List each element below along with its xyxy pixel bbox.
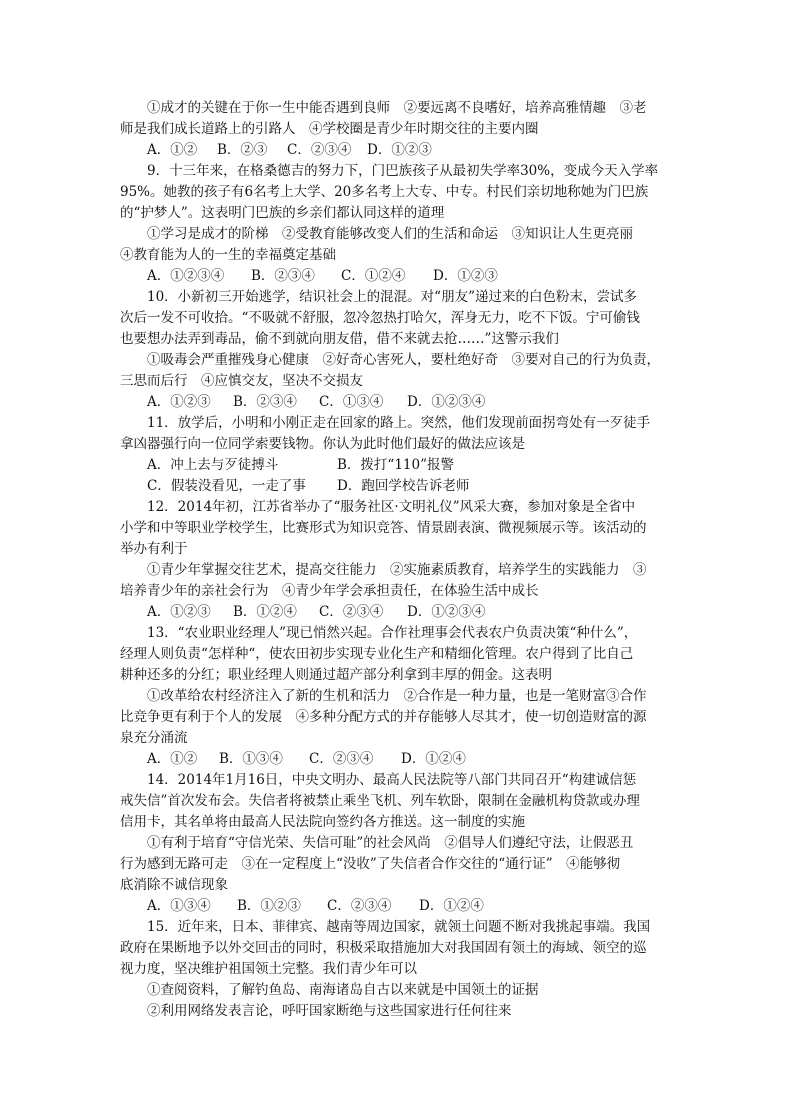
answer-option: B．②③④	[233, 394, 297, 410]
text-line: 13．“农业职业经理人”现已悄然兴起。合作社理事会代表农户负责决策“种什么”，	[147, 625, 638, 641]
text-line: 拿凶器强行向一位同学索要钱物。你认为此时他们最好的做法应该是	[120, 436, 525, 452]
text-line: ①吸毒会严重摧残身心健康 ②好奇心害死人，要杜绝好奇 ③要对自己的行为负责，	[147, 352, 660, 368]
answer-option: A．①②③	[147, 394, 211, 410]
answer-option: B．①②④	[233, 604, 297, 620]
text-line: 9．十三年来，在格桑德吉的努力下，门巴族孩子从最初失学率30%，变成今天入学率	[147, 163, 659, 179]
answer-option: C．②③④	[319, 604, 384, 620]
answer-options	[120, 476, 668, 497]
text-line: 12．2014年初，江苏省举办了“服务社区·文明礼仪”风采大赛，参加对象是全省中	[147, 499, 636, 515]
text-line: 政府在果断地予以外交回击的同时，积极采取措施加大对我国固有领土的海域、领空的巡	[120, 940, 647, 956]
text-line: 也要想办法弄到毒品，偷不到就向朋友借，借不来就去抢……”这警示我们	[120, 331, 559, 347]
text-line: ①成才的关键在于你一生中能否遇到良师 ②要远离不良嗜好，培养高雅情趣 ③老	[147, 100, 647, 116]
answer-option: A．①②③	[147, 604, 211, 620]
text-line: 底消除不诚信现象	[120, 877, 228, 893]
answer-option: C．②③④	[287, 142, 352, 158]
answer-options	[120, 602, 668, 623]
answer-option: D．①②③	[433, 268, 498, 284]
text-line: 培养青少年的亲社会行为 ④青少年学会承担责任，在体验生活中成长	[120, 583, 539, 599]
text-line: ①改革给农村经济注入了新的生机和活力 ②合作是一种力量，也是一笔财富③合作	[147, 688, 647, 704]
answer-option: B．②③④	[251, 268, 315, 284]
text-line: 15．近年来，日本、菲律宾、越南等周边国家，就领土问题不断对我挑起事端。我国	[147, 919, 651, 935]
answer-options	[120, 266, 668, 287]
text-line: 的“护梦人”。这表明门巴族的乡亲们都认同这样的道理	[120, 205, 445, 221]
text-line: 三思而后行 ④应慎交友，坚决不交损友	[120, 373, 363, 389]
answer-option: B．①②③	[237, 898, 301, 914]
text-line: 泉充分涌流	[120, 730, 188, 746]
answer-option: D．①②③	[367, 142, 432, 158]
text-line: 经理人则负责“怎样种“，使农田初步实现专业化生产和精细化管理。农户得到了比自己	[120, 646, 634, 662]
answer-option: C．①②④	[341, 268, 406, 284]
answer-options	[120, 896, 668, 917]
answer-option: A．①②③④	[147, 268, 225, 284]
answer-option: B．①③④	[219, 751, 283, 767]
text-line: 视力度，坚决维护祖国领土完整。我们青少年可以	[120, 961, 417, 977]
answer-option: B．拨打“110”报警	[337, 457, 454, 473]
text-line: 举办有利于	[120, 541, 188, 557]
text-line: 比竞争更有利于个人的发展 ④多种分配方式的并存能够人尽其才，使一切创造财富的源	[120, 709, 647, 725]
text-line: 小学和中等职业学校学生，比赛形式为知识竞答、情景剧表演、微视频展示等。该活动的	[120, 520, 647, 536]
exam-content	[120, 98, 668, 1022]
text-line: ①学习是成才的阶梯 ②受教育能够改变人们的生活和命运 ③知识让人生更亮丽	[147, 226, 633, 242]
text-line: 戒失信”首次发布会。失信者将被禁止乘坐飞机、列车软卧，限制在金融机构贷款或办理	[120, 793, 640, 809]
answer-option: D．①②④	[401, 751, 466, 767]
text-line: 师是我们成长道路上的引路人 ④学校圈是青少年时期交往的主要内圈	[120, 121, 539, 137]
answer-option: B．②③	[217, 142, 268, 158]
answer-option: C．②③④	[327, 898, 392, 914]
answer-option: C．②③④	[309, 751, 374, 767]
answer-options	[120, 749, 668, 770]
answer-option: D．跑回学校告诉老师	[337, 478, 470, 494]
answer-options	[120, 455, 668, 476]
answer-option: C．假装没看见，一走了事	[147, 478, 306, 494]
answer-option: D．①②④	[419, 898, 484, 914]
answer-options	[120, 140, 668, 161]
text-line: 11．放学后，小明和小刚正走在回家的路上。突然，他们发现前面拐弯处有一歹徒手	[147, 415, 651, 431]
answer-option: A．①③④	[147, 898, 211, 914]
text-line: ①青少年掌握交往艺术，提高交往能力 ②实施素质教育，培养学生的实践能力 ③	[147, 562, 647, 578]
answer-options	[120, 392, 668, 413]
answer-option: D．①②③④	[407, 394, 486, 410]
text-line: 95%。她教的孩子有6名考上大学、20多名考上大专、中专。村民们亲切地称她为门巴族	[120, 184, 649, 200]
text-line: 信用卡，其名单将由最高人民法院向签约各方推送。这一制度的实施	[120, 814, 525, 830]
text-line: 14．2014年1月16日，中央文明办、最高人民法院等八部门共同召开“构建诚信惩	[147, 772, 637, 788]
text-line: 次后一发不可收拾。“不吸就不舒服，忽冷忽热打哈欠，浑身无力，吃不下饭。宁可偷钱	[120, 310, 640, 326]
answer-option: A．①②	[147, 142, 198, 158]
answer-option: D．①②③④	[407, 604, 486, 620]
text-line: 耕种还多的分红；职业经理人则通过超产部分利拿到丰厚的佣金。这表明	[120, 667, 552, 683]
text-line: ④教育能为人的一生的幸福奠定基础	[120, 247, 336, 263]
text-line: 10．小新初三开始逃学，结识社会上的混混。对“朋友”递过来的白色粉末，尝试多	[147, 289, 637, 305]
text-line: 行为感到无路可走 ③在一定程度上“没收”了失信者合作交往的“通行证” ④能够彻	[120, 856, 621, 872]
text-line: ①有利于培育“守信光荣、失信可耻”的社会风尚 ②倡导人们遵纪守法，让假恶丑	[147, 835, 634, 851]
answer-option: A．冲上去与歹徒搏斗	[147, 457, 279, 473]
answer-option: A．①②	[147, 751, 198, 767]
answer-option: C．①③④	[319, 394, 384, 410]
text-line: ①查阅资料，了解钓鱼岛、南海诸岛自古以来就是中国领土的证据	[147, 982, 539, 998]
text-line: ②利用网络发表言论，呼吁国家断绝与这些国家进行任何往来	[147, 1003, 512, 1019]
